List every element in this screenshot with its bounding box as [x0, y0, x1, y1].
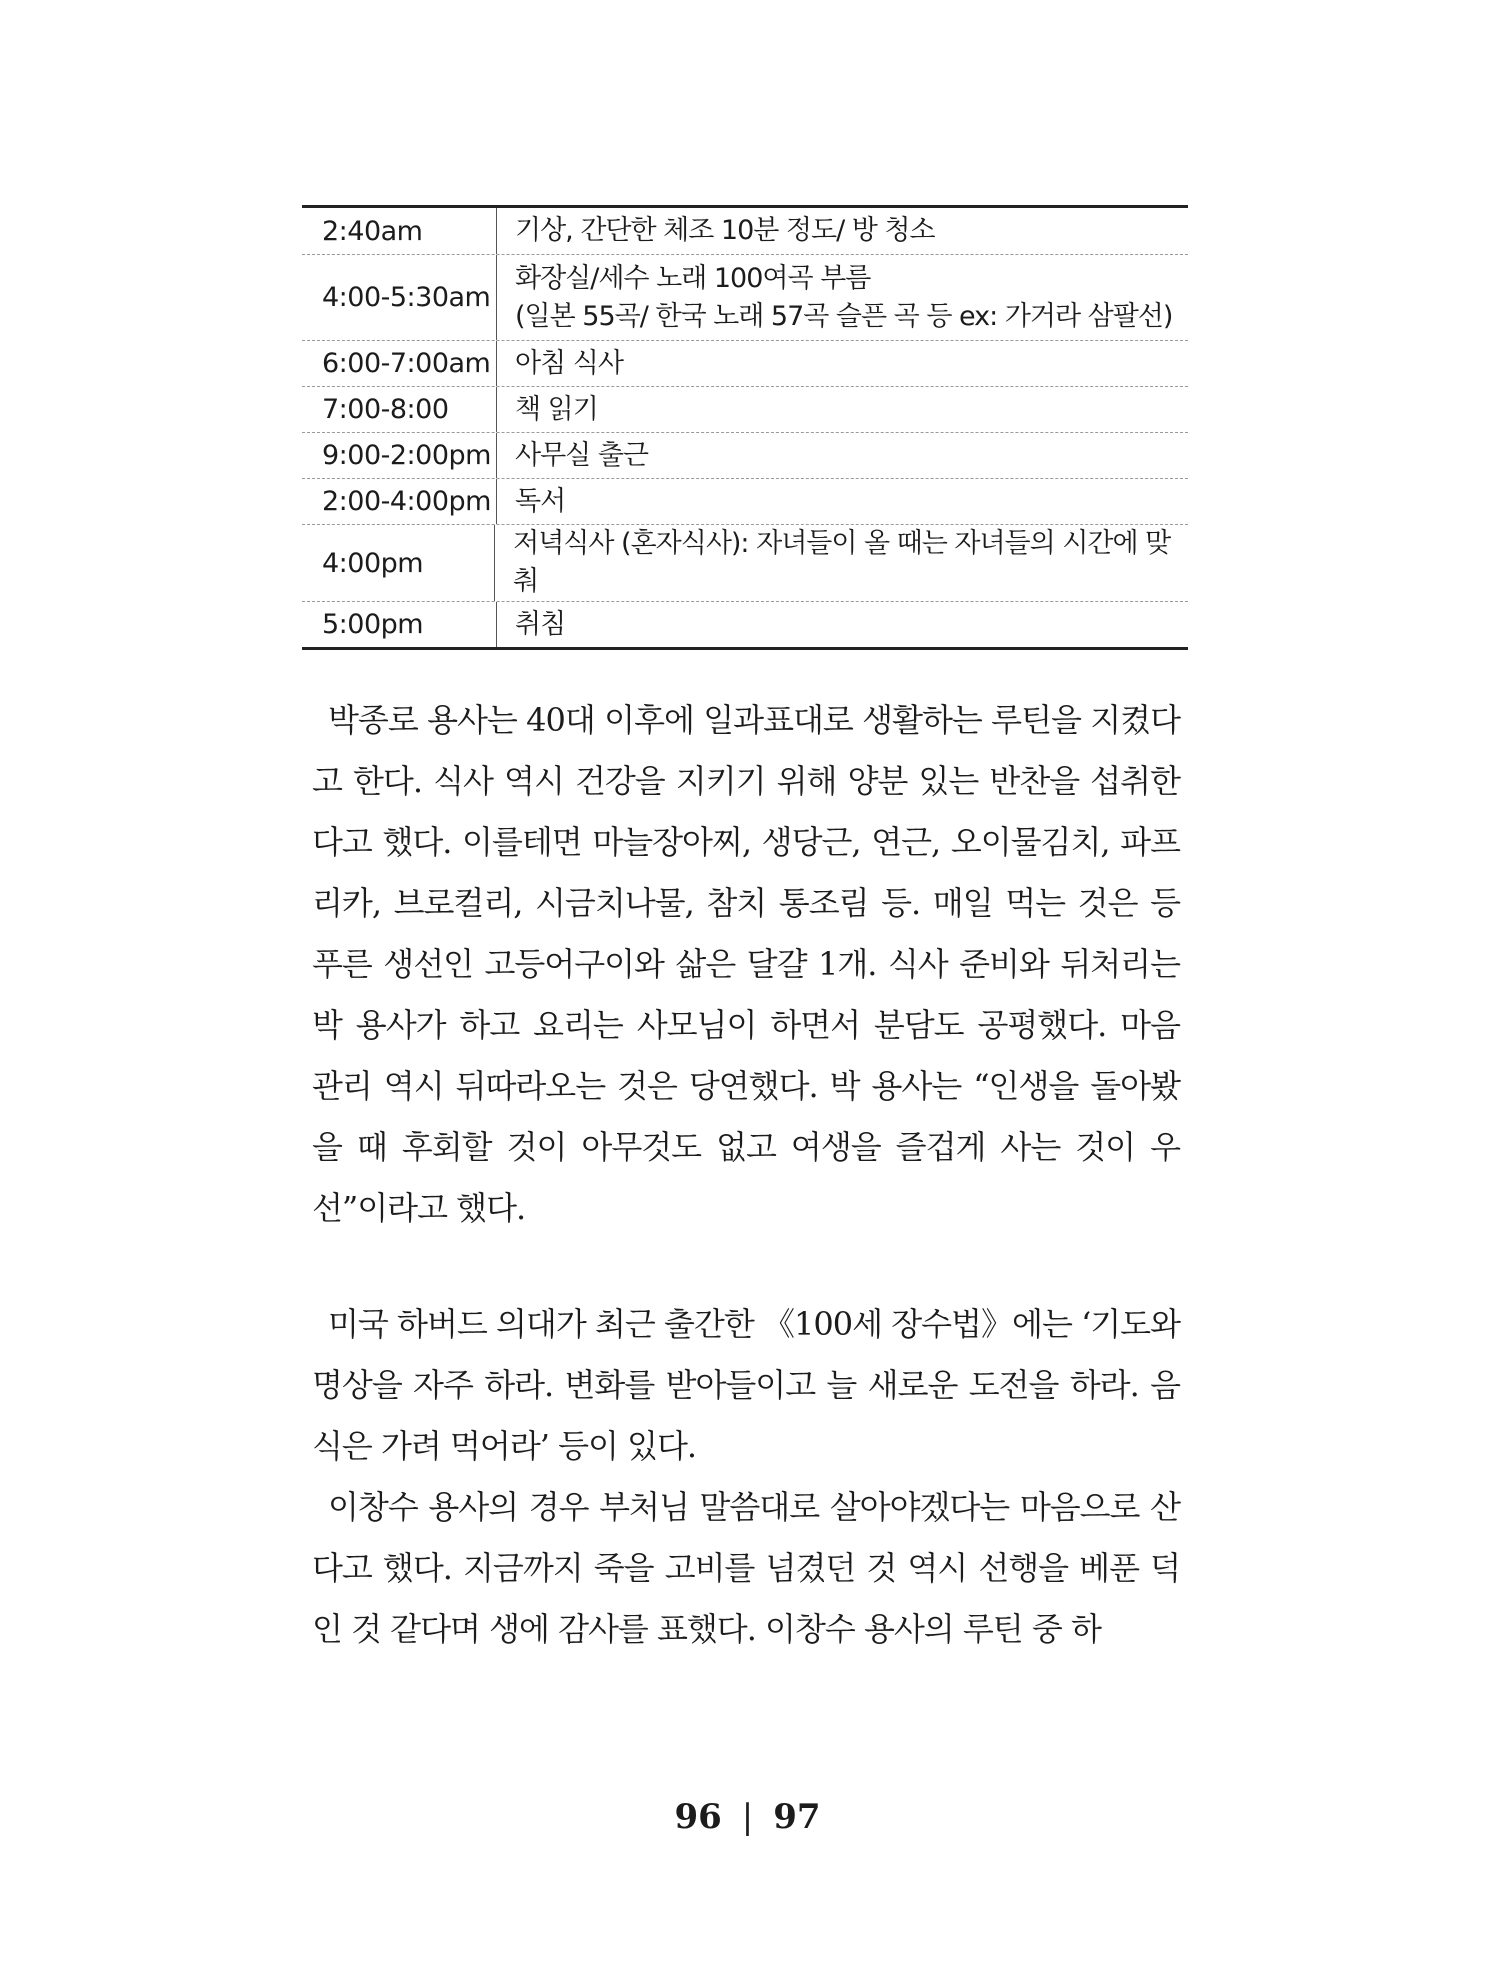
- page-separator: |: [741, 1797, 754, 1837]
- time-cell: 6:00-7:00am: [302, 341, 497, 386]
- table-row: [302, 478, 1188, 524]
- activity-text: 사무실 출근: [515, 439, 648, 471]
- activity-text: (일본 55곡/ 한국 노래 57곡 슬픈 곡 등 ex: 가거라 삼팔선): [515, 300, 1173, 332]
- page-numbers: [0, 1797, 1495, 1837]
- time-cell: 4:00-5:30am: [302, 255, 497, 340]
- left-page-number: 96: [674, 1797, 722, 1837]
- time-cell: 4:00pm: [302, 525, 495, 601]
- activity-text: 기상, 간단한 체조 10분 정도/ 방 청소: [515, 215, 935, 246]
- body-paragraph: 이창수 용사의 경우 부처님 말씀대로 살아야겠다는 마음으로 산다고 했다. 지금까지 죽을 고비를 넘겼던 것 역시 선행을 베푼 덕인 것 같다며 생에 감사를 표했다. 이창수 용사의 루틴 중 하: [312, 1488, 1180, 1648]
- activity-cell: [497, 437, 648, 475]
- table-row: [302, 432, 1188, 478]
- activity-cell: [497, 606, 565, 644]
- body-paragraph: 미국 하버드 의대가 최근 출간한 《100세 장수법》에는 ‘기도와 명상을 자주 하라. 변화를 받아들이고 늘 새로운 도전을 하라. 음식은 가려 먹어라’ 등이 있다.: [312, 1305, 1180, 1465]
- time-cell: 7:00-8:00: [302, 387, 497, 432]
- time-cell: 5:00pm: [302, 602, 497, 647]
- right-page-number: 97: [773, 1797, 821, 1837]
- table-row: [302, 208, 1188, 254]
- time-cell: 2:00-4:00pm: [302, 479, 497, 524]
- table-row: [302, 601, 1188, 647]
- activity-cell: [497, 483, 565, 521]
- activity-text: 책 읽기: [515, 393, 598, 425]
- table-row: [302, 340, 1188, 386]
- table-row: [302, 386, 1188, 432]
- body-paragraph: 박종로 용사는 40대 이후에 일과표대로 생활하는 루틴을 지켰다고 한다. 식사 역시 건강을 지키기 위해 양분 있는 반찬을 섭취한다고 했다. 이를테면 마늘장아찌, 생당근, 연근, 오이물김치, 파프리카, 브로컬리, 시금치나물, 참치 통조림 등. 매일 먹는 것은 등 푸른 생선인 고등어구이와 삶은 달걀 1개. 식사 준비와 뒤처리는 박 용사가 하고 요리는 사모님이 하면서 분담도 공평했다. 마음 관리 역시 뒤따라오는 것은 당연했다. 박 용사는 “인생을 돌아봤을 때 후회할 것이 아무것도 없고 여생을 즐겁게 사는 것이 우선”이라고 했다.: [312, 701, 1180, 1227]
- activity-text: 아침 식사: [515, 347, 623, 379]
- table-row: [302, 254, 1188, 340]
- activity-cell: [497, 212, 935, 250]
- schedule-table: [302, 205, 1188, 650]
- activity-text: 취침: [515, 608, 566, 640]
- activity-cell: [495, 525, 1188, 601]
- activity-text: 화장실/세수 노래 100여곡 부름: [515, 262, 871, 294]
- table-row: [302, 524, 1188, 601]
- time-cell: 2:40am: [302, 208, 497, 254]
- activity-cell: [497, 345, 623, 383]
- activity-text: 독서: [515, 485, 566, 517]
- activity-cell: [497, 260, 1172, 336]
- activity-text: 저녁식사 (혼자식사): 자녀들이 올 때는 자녀들의 시간에 맞춰: [513, 528, 1171, 597]
- time-cell: 9:00-2:00pm: [302, 433, 497, 478]
- activity-cell: [497, 391, 598, 429]
